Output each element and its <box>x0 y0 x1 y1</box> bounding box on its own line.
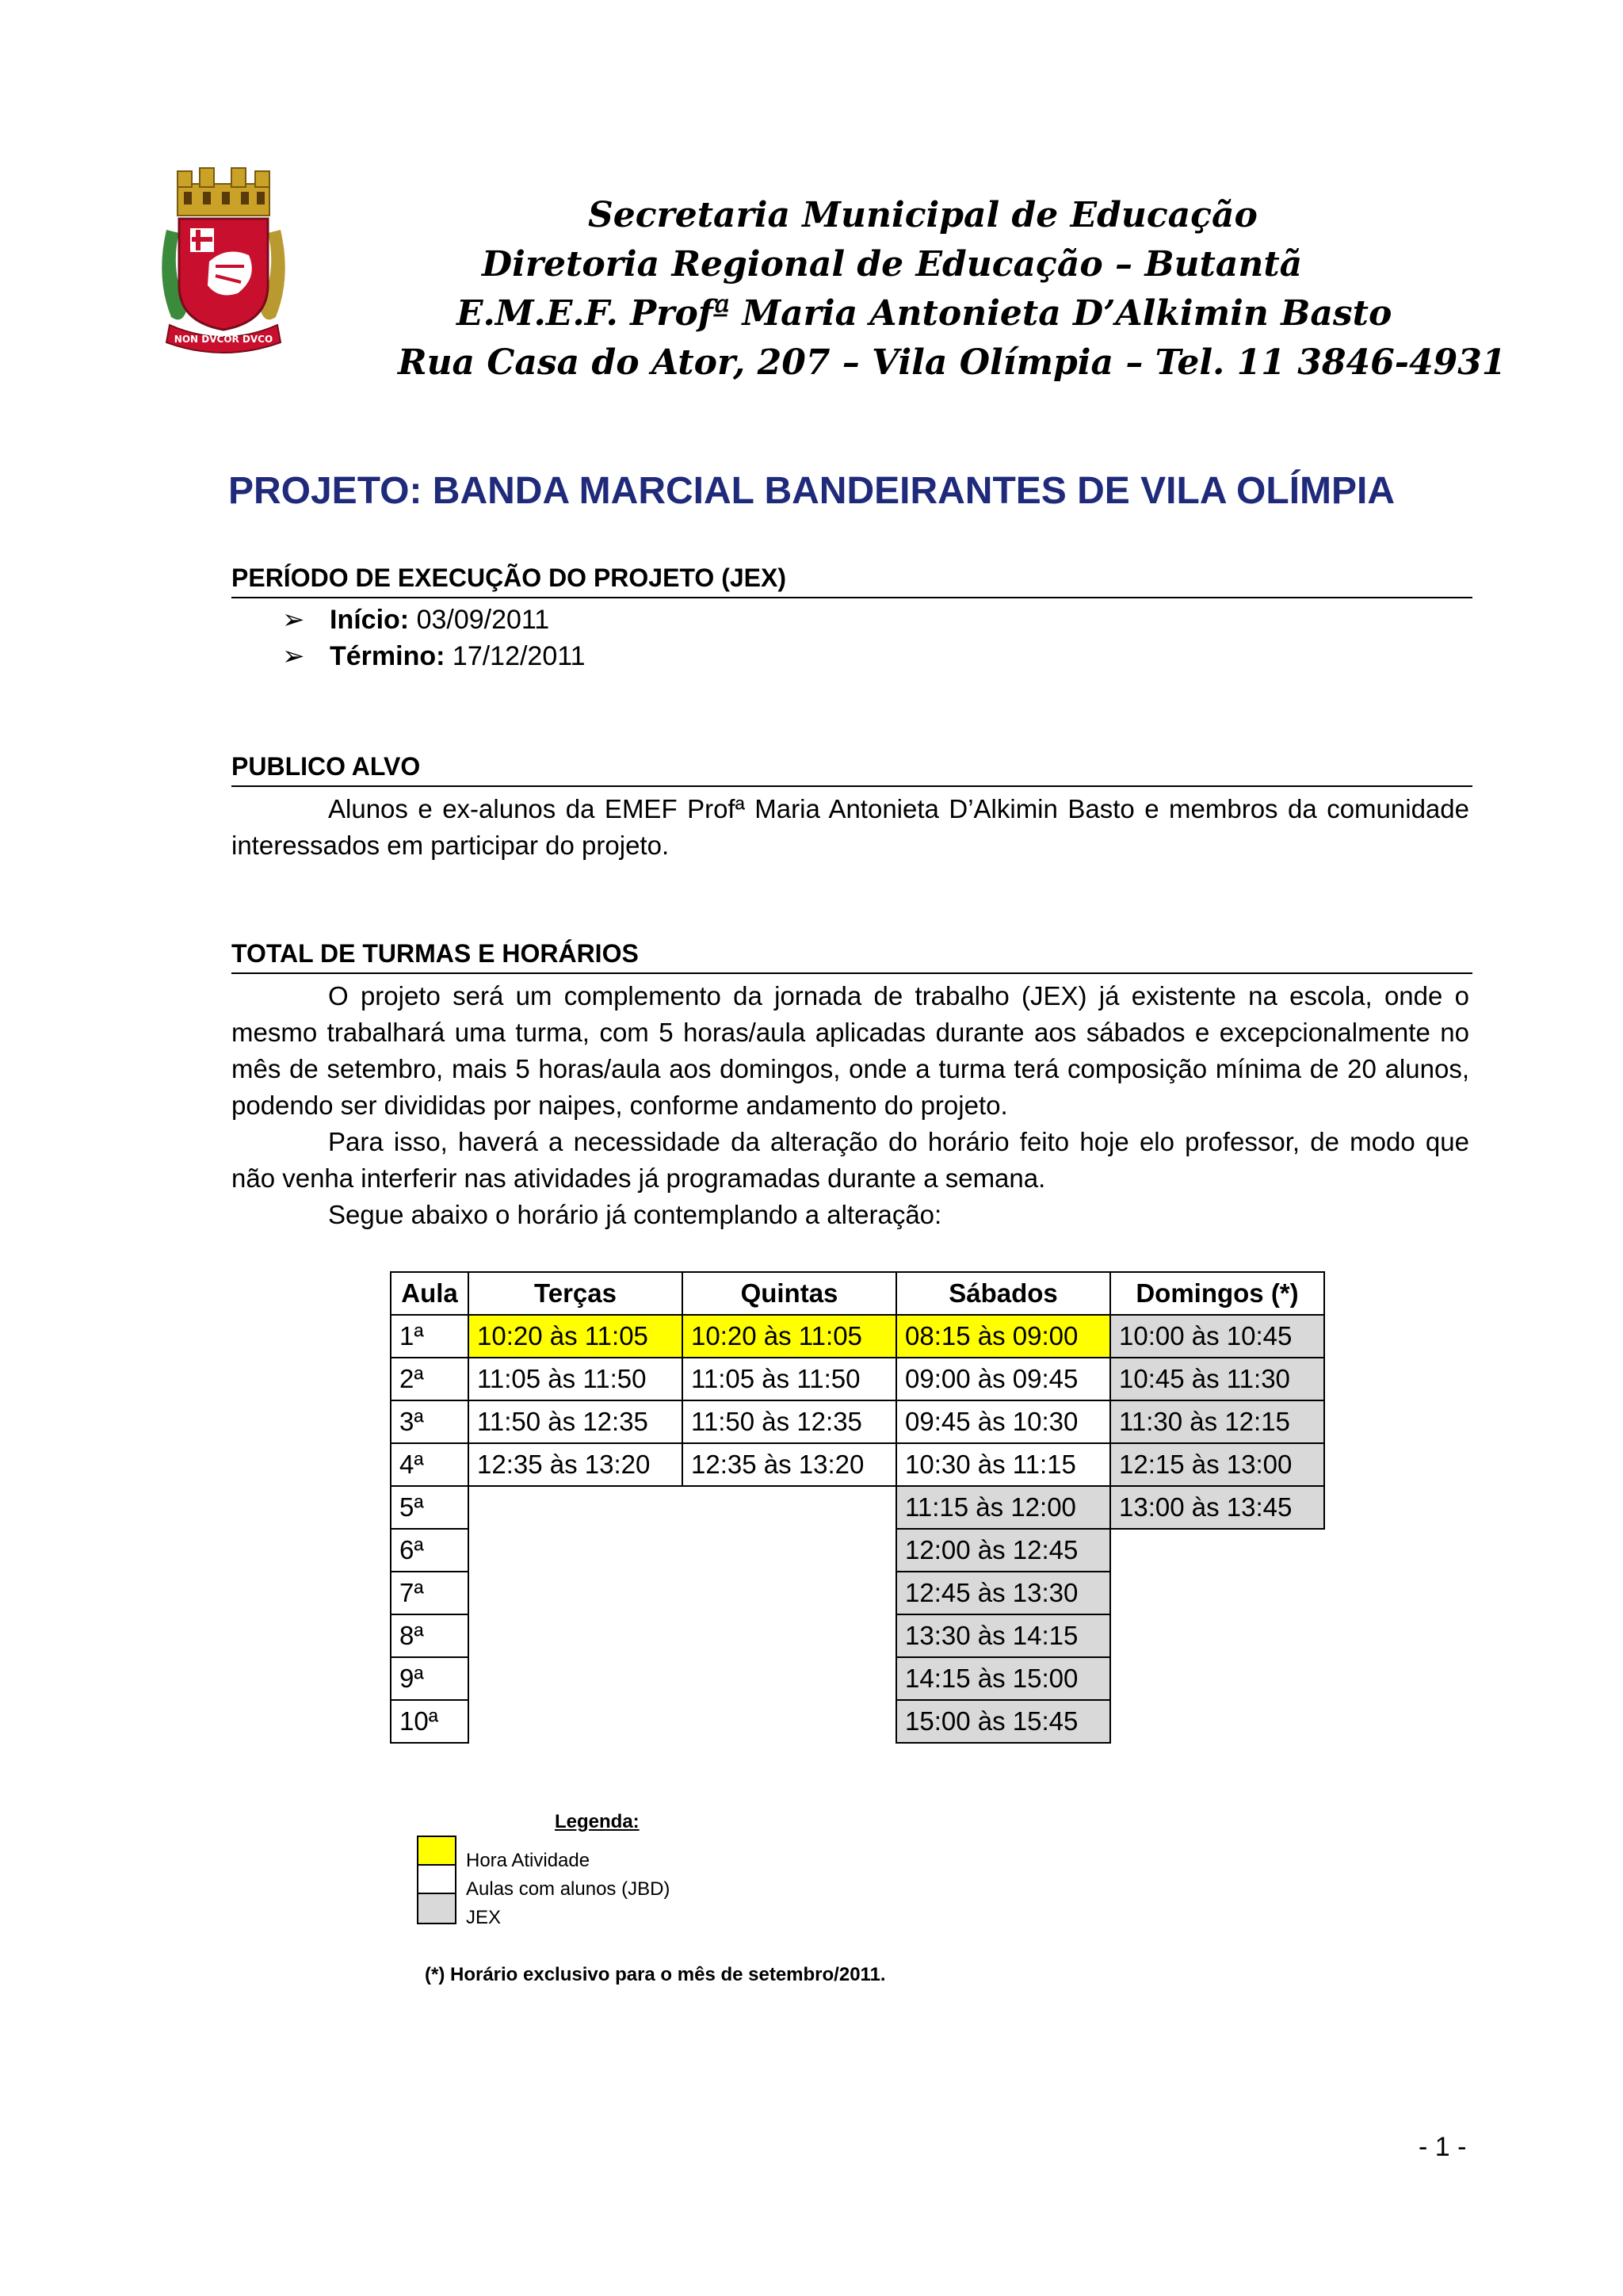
start-date-label: Início: <box>330 605 410 635</box>
end-date-value: 17/12/2011 <box>452 641 586 671</box>
table-cell: 09:45 às 10:30 <box>896 1400 1110 1443</box>
table-cell-empty <box>1110 1657 1324 1700</box>
table-cell: 11:15 às 12:00 <box>896 1486 1110 1529</box>
table-cell-empty <box>682 1614 896 1657</box>
table-cell: 12:35 às 13:20 <box>468 1443 682 1486</box>
table-cell: 10:30 às 11:15 <box>896 1443 1110 1486</box>
end-date-item <box>282 640 586 672</box>
table-cell: 10:45 às 11:30 <box>1110 1358 1324 1400</box>
table-cell-empty <box>468 1486 682 1529</box>
table-cell-empty <box>468 1529 682 1572</box>
letterhead-school: E.M.E.F. Profª Maria Antonieta D’Alkimin Basto <box>456 293 1392 334</box>
table-cell-empty <box>1110 1700 1324 1743</box>
table-cell: 08:15 às 09:00 <box>896 1315 1110 1358</box>
table-row <box>391 1315 1324 1358</box>
table-row <box>391 1400 1324 1443</box>
legend-swatch-hora-atividade <box>417 1836 456 1867</box>
table-cell: 09:00 às 09:45 <box>896 1358 1110 1400</box>
table-cell: 7ª <box>391 1572 468 1614</box>
table-cell: 8ª <box>391 1614 468 1657</box>
turmas-paragraph-1: O projeto será um complemento da jornada de trabalho (JEX) já existente na escola, onde o mesmo trabalhará uma turma, com 5 horas/aula aplicadas durante aos sábados e excepcionalmente no mês de setembro, mais 5 horas/aula aos domingos, onde a turma terá composição mínima de 20 alunos, podendo ser divididas por naipes, conforme andamento do projeto. <box>231 981 1469 1120</box>
table-cell: 11:30 às 12:15 <box>1110 1400 1324 1443</box>
end-date-label: Término: <box>330 641 445 671</box>
table-row <box>391 1614 1324 1657</box>
table-cell-empty <box>1110 1529 1324 1572</box>
legend-swatch-jex <box>417 1893 456 1924</box>
table-cell-empty <box>682 1486 896 1529</box>
start-date-item <box>282 604 549 636</box>
page-number: - 1 - <box>1419 2132 1467 2162</box>
table-row <box>391 1486 1324 1529</box>
column-header-tercas: Terças <box>468 1272 682 1315</box>
table-cell-empty <box>1110 1614 1324 1657</box>
section-heading-publico: PUBLICO ALVO <box>231 753 1472 787</box>
table-cell-empty <box>682 1700 896 1743</box>
arrow-bullet-icon: ➢ <box>282 641 305 671</box>
table-cell-empty <box>468 1614 682 1657</box>
table-cell-empty <box>682 1572 896 1614</box>
table-cell: 11:05 às 11:50 <box>682 1358 896 1400</box>
legend-label-jex: JEX <box>466 1907 502 1928</box>
section-heading-turmas: TOTAL DE TURMAS E HORÁRIOS <box>231 940 1472 974</box>
column-header-domingos: Domingos (*) <box>1110 1272 1324 1315</box>
letterhead-secretaria: Secretaria Municipal de Educação <box>588 195 1258 235</box>
table-cell: 10:00 às 10:45 <box>1110 1315 1324 1358</box>
table-cell: 2ª <box>391 1358 468 1400</box>
column-header-aula: Aula <box>391 1272 468 1315</box>
footnote: (*) Horário exclusivo para o mês de setembro/2011. <box>425 1964 886 1985</box>
turmas-paragraph-3: Segue abaixo o horário já contemplando a alteração: <box>328 1200 942 1229</box>
publico-paragraph: Alunos e ex-alunos da EMEF Profª Maria Antonieta D’Alkimin Basto e membros da comunidade interessados em participar do projeto. <box>231 794 1469 860</box>
letterhead-diretoria: Diretoria Regional de Educação – Butantã <box>482 244 1303 285</box>
legend-label-jbd: Aulas com alunos (JBD) <box>466 1878 670 1900</box>
legend-swatch-jbd <box>417 1864 456 1896</box>
table-cell: 6ª <box>391 1529 468 1572</box>
table-cell: 3ª <box>391 1400 468 1443</box>
publico-text-block <box>231 791 1469 864</box>
table-row <box>391 1572 1324 1614</box>
column-header-sabados: Sábados <box>896 1272 1110 1315</box>
table-cell: 1ª <box>391 1315 468 1358</box>
table-row <box>391 1700 1324 1743</box>
letterhead-address: Rua Casa do Ator, 207 – Vila Olímpia – Tel. 11 3846-4931 <box>398 342 1507 383</box>
arrow-bullet-icon: ➢ <box>282 605 305 635</box>
table-cell-empty <box>468 1700 682 1743</box>
schedule-table <box>390 1271 1325 1744</box>
legend-label-hora-atividade: Hora Atividade <box>466 1850 590 1871</box>
table-row <box>391 1529 1324 1572</box>
table-cell: 10:20 às 11:05 <box>682 1315 896 1358</box>
section-heading-periodo: PERÍODO DE EXECUÇÃO DO PROJETO (JEX) <box>231 564 1472 598</box>
column-header-quintas: Quintas <box>682 1272 896 1315</box>
turmas-paragraph-2: Para isso, haverá a necessidade da alteração do horário feito hoje elo professor, de modo que não venha interferir nas atividades já programadas durante a semana. <box>231 1127 1469 1193</box>
table-cell: 11:05 às 11:50 <box>468 1358 682 1400</box>
table-row <box>391 1443 1324 1486</box>
table-cell: 9ª <box>391 1657 468 1700</box>
table-row <box>391 1358 1324 1400</box>
table-cell: 10ª <box>391 1700 468 1743</box>
start-date-value: 03/09/2011 <box>416 605 550 635</box>
table-cell: 10:20 às 11:05 <box>468 1315 682 1358</box>
table-cell: 11:50 às 12:35 <box>682 1400 896 1443</box>
legend-title: Legenda: <box>555 1811 640 1832</box>
table-cell-empty <box>468 1657 682 1700</box>
table-cell: 11:50 às 12:35 <box>468 1400 682 1443</box>
table-cell-empty <box>682 1529 896 1572</box>
table-cell-empty <box>468 1572 682 1614</box>
crest-motto: NON DVCOR DVCO <box>174 334 273 345</box>
table-cell: 13:30 às 14:15 <box>896 1614 1110 1657</box>
table-cell: 12:15 às 13:00 <box>1110 1443 1324 1486</box>
table-cell: 4ª <box>391 1443 468 1486</box>
table-header-row <box>391 1272 1324 1315</box>
table-cell-empty <box>1110 1572 1324 1614</box>
table-cell: 12:00 às 12:45 <box>896 1529 1110 1572</box>
document-title: PROJETO: BANDA MARCIAL BANDEIRANTES DE VILA OLÍMPIA <box>227 470 1396 512</box>
table-row <box>391 1657 1324 1700</box>
table-cell: 14:15 às 15:00 <box>896 1657 1110 1700</box>
table-cell: 13:00 às 13:45 <box>1110 1486 1324 1529</box>
table-cell-empty <box>682 1657 896 1700</box>
coat-of-arms-icon <box>155 166 292 353</box>
table-cell: 5ª <box>391 1486 468 1529</box>
turmas-text-block <box>231 978 1469 1233</box>
table-cell: 12:35 às 13:20 <box>682 1443 896 1486</box>
table-cell: 12:45 às 13:30 <box>896 1572 1110 1614</box>
table-cell: 15:00 às 15:45 <box>896 1700 1110 1743</box>
